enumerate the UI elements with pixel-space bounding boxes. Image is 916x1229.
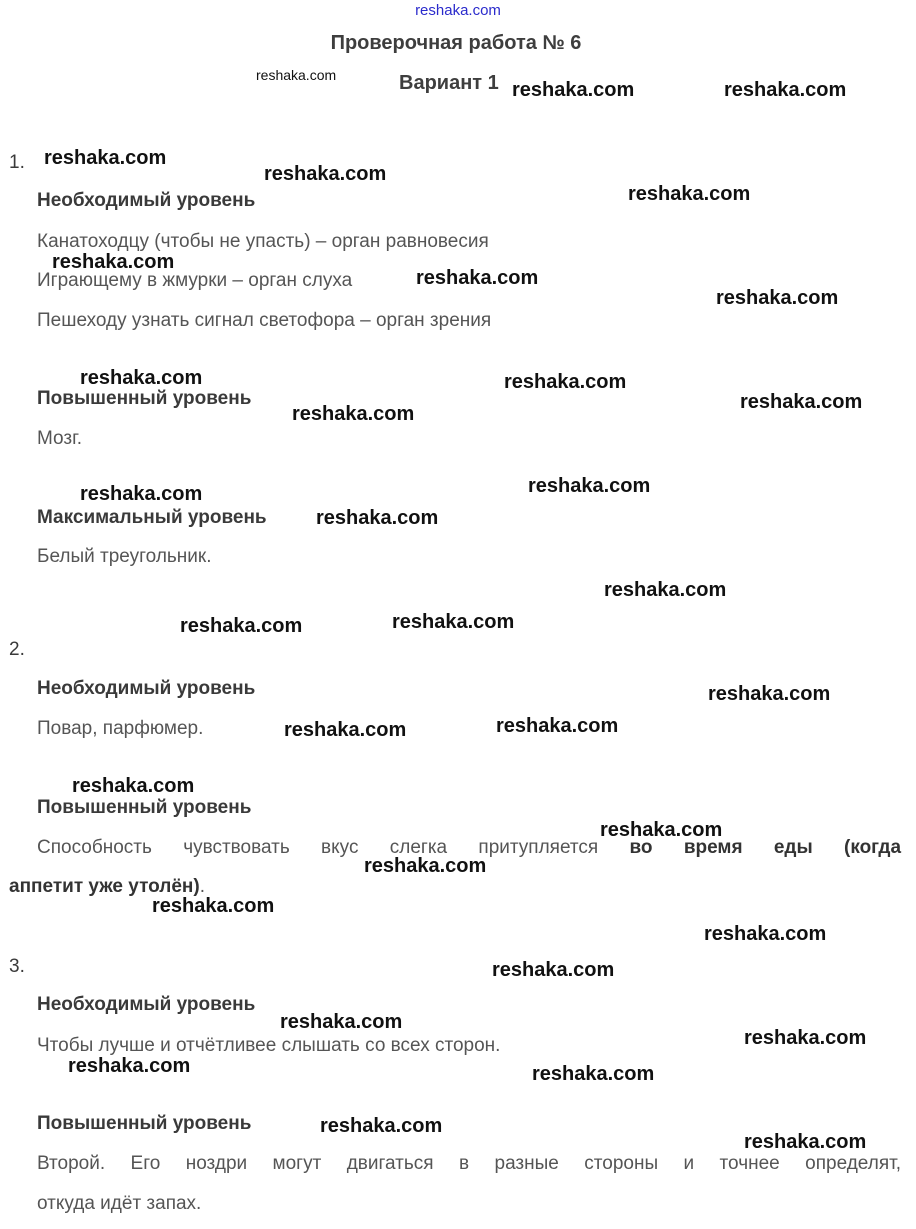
watermark: reshaka.com [716, 287, 839, 309]
level-heading: Необходимый уровень [37, 190, 256, 211]
answer-line: Повар, парфюмер. [37, 718, 204, 739]
task-number: 2. [9, 639, 25, 660]
watermark: reshaka.com [744, 1131, 867, 1153]
answer-text: Способность чувствовать вкус слегка притупляется [37, 837, 599, 858]
watermark: reshaka.com [320, 1115, 443, 1137]
watermark: reshaka.com [152, 895, 275, 917]
answer-line: Мозг. [37, 428, 82, 449]
watermark: reshaka.com [628, 183, 751, 205]
watermark: reshaka.com [416, 267, 539, 289]
watermark: reshaka.com [44, 147, 167, 169]
level-heading: Необходимый уровень [37, 678, 256, 699]
answer-line: Играющему в жмурки – орган слуха [37, 270, 353, 291]
watermark: reshaka.com [80, 367, 203, 389]
level-heading: Повышенный уровень [37, 1113, 252, 1134]
level-heading: Повышенный уровень [37, 388, 252, 409]
watermark: reshaka.com [600, 819, 723, 841]
watermark: reshaka.com [504, 371, 627, 393]
watermark: reshaka.com [364, 855, 487, 877]
answer-line: Канатоходцу (чтобы не упасть) – орган равновесия [37, 231, 489, 252]
task-number: 3. [9, 956, 25, 977]
watermark: reshaka.com [496, 715, 619, 737]
answer-line: Пешеходу узнать сигнал светофора – орган зрения [37, 310, 492, 331]
watermark: reshaka.com [392, 611, 515, 633]
watermark: reshaka.com [316, 507, 439, 529]
watermark: reshaka.com [180, 615, 303, 637]
watermark: reshaka.com [708, 683, 831, 705]
watermark: reshaka.com [52, 251, 175, 273]
level-heading: Повышенный уровень [37, 797, 252, 818]
answer-bold-text: во время еды (когда [629, 837, 902, 858]
level-heading: Необходимый уровень [37, 994, 256, 1015]
watermark: reshaka.com [512, 79, 635, 101]
task-number: 1. [9, 152, 25, 173]
site-header-link[interactable]: reshaka.com [415, 2, 501, 19]
watermark: reshaka.com [80, 483, 203, 505]
answer-line: Белый треугольник. [37, 546, 212, 567]
answer-line: Чтобы лучше и отчётливее слышать со всех сторон. [37, 1035, 501, 1056]
watermark: reshaka.com [532, 1063, 655, 1085]
watermark: reshaka.com [492, 959, 615, 981]
watermark: reshaka.com [256, 67, 337, 83]
watermark: reshaka.com [528, 475, 651, 497]
watermark: reshaka.com [284, 719, 407, 741]
watermark: reshaka.com [724, 79, 847, 101]
watermark: reshaka.com [72, 775, 195, 797]
watermark: reshaka.com [604, 579, 727, 601]
variant-label: Вариант 1 [399, 72, 499, 94]
answer-paragraph-cont: откуда идёт запах. [37, 1193, 202, 1214]
watermark: reshaka.com [68, 1055, 191, 1077]
answer-bold-text: аппетит уже утолён) [9, 876, 200, 897]
watermark: reshaka.com [264, 163, 387, 185]
answer-text: . [199, 876, 205, 897]
watermark: reshaka.com [280, 1011, 403, 1033]
watermark: reshaka.com [740, 391, 863, 413]
page-title: Проверочная работа № 6 [330, 32, 582, 54]
watermark: reshaka.com [704, 923, 827, 945]
watermark: reshaka.com [292, 403, 415, 425]
answer-paragraph-line: Второй. Его ноздри могут двигаться в разные стороны и точнее определят, [37, 1153, 901, 1174]
level-heading: Максимальный уровень [37, 507, 267, 528]
watermark: reshaka.com [744, 1027, 867, 1049]
